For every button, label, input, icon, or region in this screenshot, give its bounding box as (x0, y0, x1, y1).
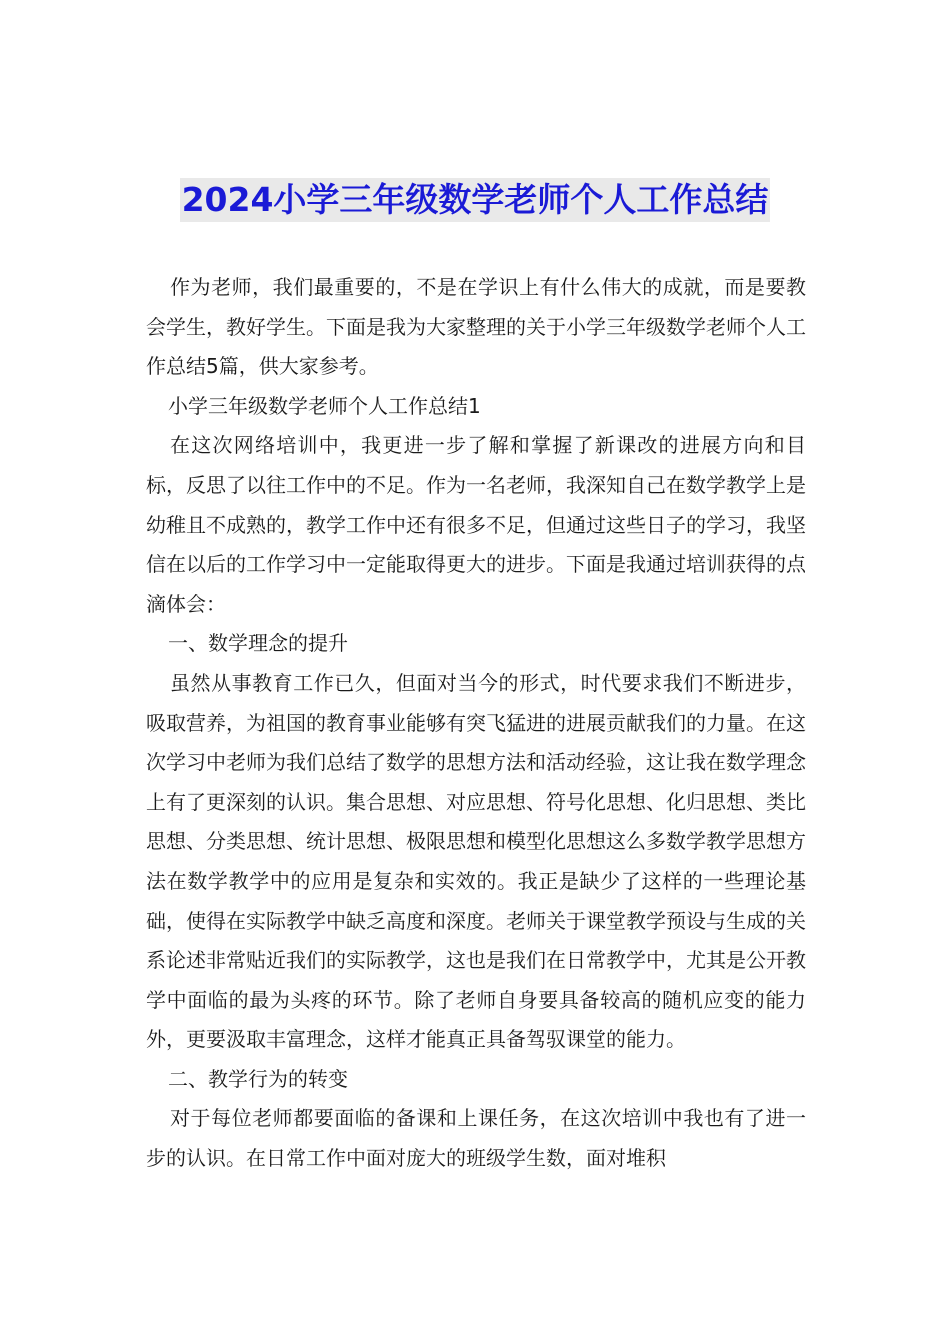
section-heading-behavior: 二、教学行为的转变 (168, 1066, 348, 1091)
section-heading-concept: 一、数学理念的提升 (168, 631, 348, 656)
document-body (146, 268, 806, 1179)
intro-paragraph: 作为老师，我们最重要的，不是在学识上有什么伟大的成就，而是要教会学生，教好学生。下面是我为大家整理的关于小学三年级数学老师个人工作总结5篇，供大家参考。 (146, 275, 806, 379)
title-block (0, 178, 950, 222)
body-paragraph: 虽然从事教育工作已久，但面对当今的形式，时代要求我们不断进步，吸取营养，为祖国的教育事业能够有突飞猛进的进展贡献我们的力量。在这次学习中老师为我们总结了数学的思想方法和活动经验，这让我在数学理念上有了更深刻的认识。集合思想、对应思想、符号化思想、化归思想、类比思想、分类思想、统计思想、极限思想和模型化思想这么多数学教学思想方法在数学教学中的应用是复杂和实效的。我正是缺少了这样的一些理论基础，使得在实际教学中缺乏高度和深度。老师关于课堂教学预设与生成的关系论述非常贴近我们的实际教学，这也是我们在日常教学中，尤其是公开教学中面临的最为头疼的环节。除了老师自身要具备较高的随机应变的能力外，更要汲取丰富理念，这样才能真正具备驾驭课堂的能力。 (146, 670, 806, 1052)
body-paragraph: 在这次网络培训中，我更进一步了解和掌握了新课改的进展方向和目标，反思了以往工作中的不足。作为一名老师，我深知自己在数学教学上是幼稚且不成熟的，教学工作中还有很多不足，但通过这些日子的学习，我坚信在以后的工作学习中一定能取得更大的进步。下面是我通过培训获得的点滴体会： (146, 433, 806, 616)
body-paragraph: 对于每位老师都要面临的备课和上课任务，在这次培训中我也有了进一步的认识。在日常工作中面对庞大的班级学生数，面对堆积 (146, 1106, 806, 1171)
section-heading-summary-1: 小学三年级数学老师个人工作总结1 (168, 393, 481, 418)
document-title: 2024小学三年级数学老师个人工作总结 (180, 178, 771, 222)
